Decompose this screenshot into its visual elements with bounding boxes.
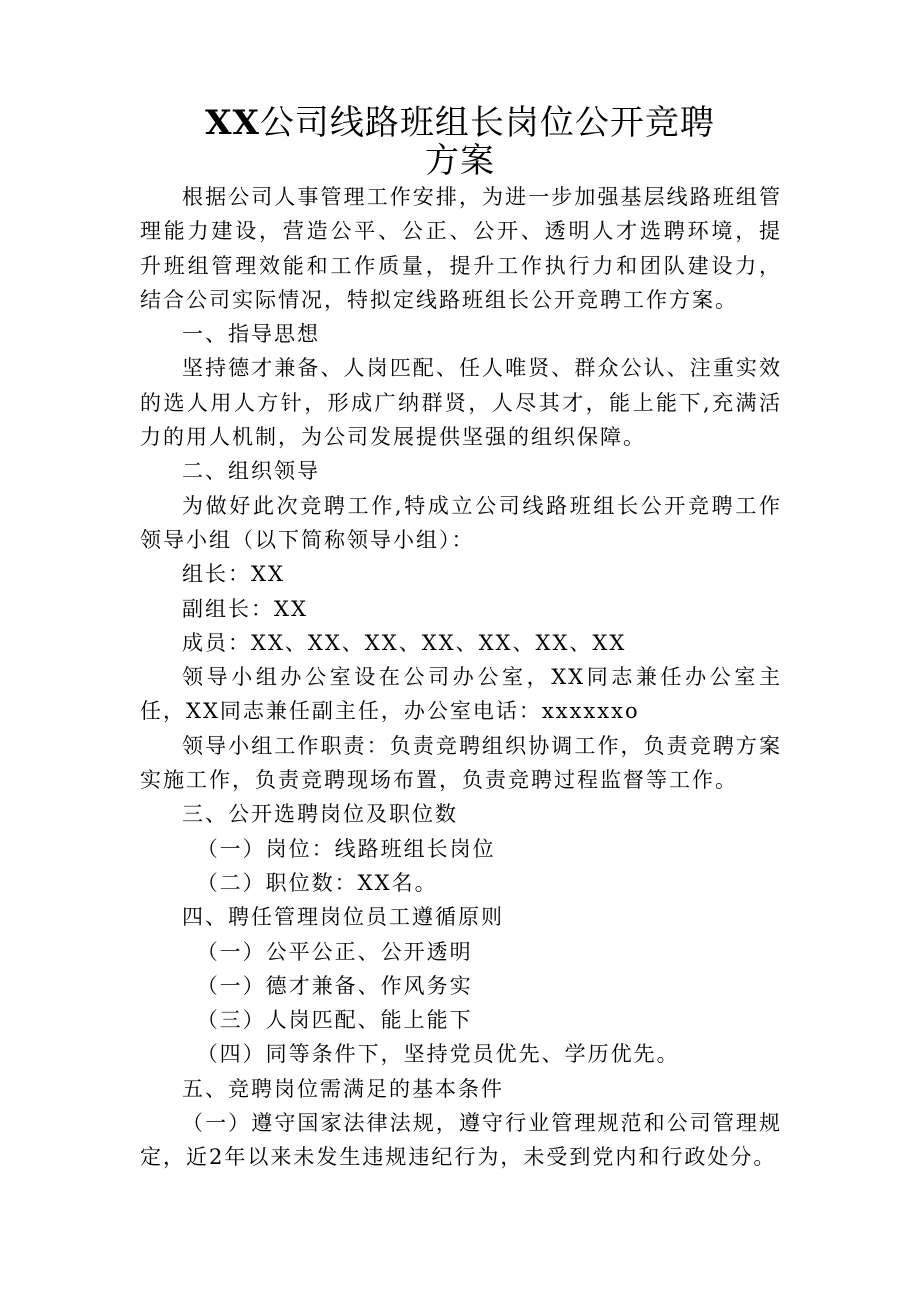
section-4-item-1: （一）公平公正、公开透明 [196, 939, 473, 964]
section-heading-5: 五、竞聘岗位需满足的基本条件 [182, 1076, 504, 1101]
section-2-paragraph: 为做好此次竞聘工作,特成立公司线路班组长公开竞聘工作领导小组（以下简称领导小组）： [140, 493, 782, 552]
section-3-item-2: （二）职位数：XX名。 [196, 870, 438, 895]
section-3-item-1: （一）岗位：线路班组长岗位 [196, 836, 496, 861]
members-line: 成员：XX、XX、XX、XX、XX、XX、XX [182, 630, 627, 655]
section-4-item-4: （四）同等条件下，坚持党员优先、学历优先。 [196, 1042, 680, 1067]
section-4-item-2: （一）德才兼备、作风务实 [196, 973, 473, 998]
section-heading-4: 四、聘任管理岗位员工遵循原则 [182, 905, 504, 930]
document-title-line-1 [140, 103, 780, 143]
section-heading-3: 三、公开选聘岗位及职位数 [182, 802, 458, 827]
section-heading-1: 一、指导思想 [182, 322, 320, 347]
intro-paragraph: 根据公司人事管理工作安排，为进一步加强基层线路班组管理能力建设，营造公平、公正、公开、透明人才选聘环境，提升班组管理效能和工作质量，提升工作执行力和团队建设力，结合公司实际情况，特拟定线路班组长公开竞聘工作方案。 [140, 185, 782, 312]
office-paragraph: 领导小组办公室设在公司办公室，XX同志兼任办公室主任，XX同志兼任副主任，办公室电话：xxxxxxo [140, 665, 782, 724]
group-leader-line: 组长：XX [182, 562, 285, 587]
section-1-paragraph: 坚持德才兼备、人岗匹配、任人唯贤、群众公认、注重实效的选人用人方针，形成广纳群贤，人尽其才，能上能下,充满活力的用人机制，为公司发展提供坚强的组织保障。 [140, 356, 782, 450]
document-title-line-2: 方案 [425, 141, 495, 181]
section-heading-2: 二、组织领导 [182, 459, 320, 484]
section-4-item-3: （三）人岗匹配、能上能下 [196, 1008, 473, 1033]
section-5-item-1: （一）遵守国家法律法规，遵守行业管理规范和公司管理规定，近2年以来未发生违规违纪行为，未受到党内和行政处分。 [140, 1111, 782, 1170]
title-prefix: XX [205, 103, 260, 143]
duties-paragraph: 领导小组工作职责：负责竞聘组织协调工作，负责竞聘方案实施工作，负责竞聘现场布置，负责竞聘过程监督等工作。 [140, 733, 782, 793]
document-body [140, 180, 782, 1175]
title-text: 公司线路班组长岗位公开竞聘 [259, 103, 715, 143]
deputy-leader-line: 副组长：XX [182, 596, 308, 621]
